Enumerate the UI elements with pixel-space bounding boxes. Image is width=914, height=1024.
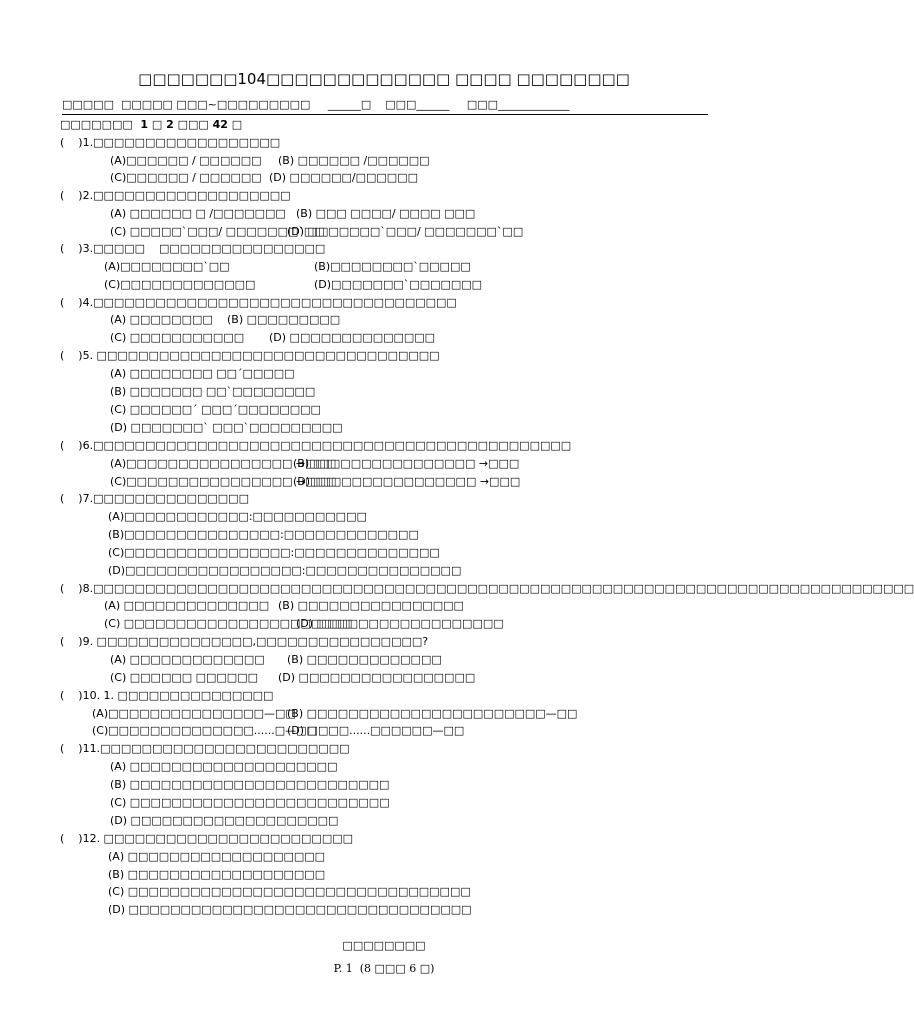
question-option: (C) □□□□□□□□□□□□□□□□□□□□□□□□□□□□□□□□□: [108, 885, 471, 898]
question-stem: ( )2.□□□□□□□□□□□□□□□□□□□: [60, 189, 291, 202]
question-option: (C)□□□□□□ / □□□□□□: [110, 171, 262, 184]
question-option: (D)□□□□□□□`□□□□□□□: [314, 278, 483, 291]
question-option: (A)□□□□□□□□`□□: [104, 260, 230, 273]
question-option: (C) □□□□□□ □□□□□□: [110, 671, 258, 684]
question-option: (A) □□□□□□□□ □□´□□□□□: [110, 367, 295, 380]
question-option: (B) □□□□□□ /□□□□□□: [278, 154, 430, 167]
question-stem: ( )6.□□□□□□□□□□□□□□□□□□□□□□□□□□□□□□□□□□□□□□□□□□□□□□: [60, 439, 572, 452]
question-option: (D)□□□□□□□□□□□□□□□□ →□□□: [293, 475, 521, 488]
question-option: (D) □□□□......□□□□□□—□□: [287, 724, 465, 737]
page-number: P. 1 (8 □□□ 6 □): [333, 962, 435, 975]
question-option: (B) □□□□□□□□□□□□□□□□□□□□□□□□□: [110, 778, 390, 791]
question-option: (A) □□□□□□ □ /□□□□□□□: [110, 207, 286, 220]
footer-note: □□□□□□□□: [342, 939, 426, 952]
question-option: (A) □□□□□□□□□□□□□: [110, 653, 265, 666]
question-option: (B)□□□□□□□□□□□□□□□:□□□□□□□□□□□□□: [108, 528, 419, 541]
question-option: (A)□□□□□□ / □□□□□□: [110, 154, 262, 167]
question-stem: ( )11.□□□□□□□□□□□□□□□□□□□□□□□□: [60, 742, 350, 755]
question-stem: ( )1.□□□□□□□□□□□□□□□□□□: [60, 136, 281, 149]
question-option: (D) □□□□□□□□□□□□□□□□□: [278, 671, 476, 684]
question-option: (B) □□□□□□□□□: [227, 313, 341, 326]
question-stem: ( )9. □□□□□□□□□□□□□□□,□□□□□□□□□□□□□□□□?: [60, 635, 429, 648]
question-option: (C) □□□□□□´ □□□´□□□□□□□□: [110, 403, 321, 416]
question-stem: ( )8.□□□□□□□□□□□□□□□□□□□□□□□□□□□□□□□□□□□□□□□□□□□□□□□□□□□□□□□□□□□□□□□□□□□□□□□□□□□□□□□: [60, 582, 914, 595]
question-option: (A) □□□□□□□□□□□□□□□□□□□□: [110, 760, 338, 773]
question-option: (C) □□□□□`□□□/ □□□□□□□`□□: [110, 225, 325, 238]
question-option: (B) □□□□□□□□□□□□□□□□: [278, 599, 464, 612]
question-option: (B) □□□ □□□□/ □□□□ □□□: [296, 207, 476, 220]
question-option: (A)□□□□□□□□□□□□□□□—□□: [92, 707, 296, 720]
question-option: (C) □□□□□□□□□□□□□□□□□□□□□□□□□: [110, 796, 390, 809]
question-option: (A)□□□□□□□□□□□□□□□□ →□□□: [110, 457, 337, 470]
question-option: (C)□□□□□□□□□□□□□: [104, 278, 256, 291]
question-stem: ( )7.□□□□□□□□□□□□□□□: [60, 492, 249, 505]
question-option: (D) □□□□□□□□□□□□□□□□□□□□: [110, 814, 339, 827]
question-option: (B)□□□□□□□□□□□□□□□□ →□□□: [293, 457, 520, 470]
question-option: (C) □□□□□□□□□□□□□□□□□□□□□□: [104, 617, 353, 630]
section-heading: □□□□□□□ 1 □ 2 □□□ 42 □: [60, 118, 243, 131]
question-option: (C) □□□□□□□□□□□: [110, 331, 245, 344]
question-option: (A) □□□□□□□□□□□□□□□□□□□: [108, 850, 326, 863]
question-option: (A)□□□□□□□□□□□□:□□□□□□□□□□□: [108, 510, 367, 523]
question-option: (D)□□□□□□□□□□□□□□□□□:□□□□□□□□□□□□□□□: [108, 564, 462, 577]
question-stem: ( )3.□□□□□ □□□□□□□□□□□□□□□□: [60, 242, 326, 255]
question-option: (B) □□□□□□□ □□`□□□□□□□□: [110, 385, 316, 398]
question-stem: ( )4.□□□□□□□□□□□□□□□□□□□□□□□□□□□□□□□□□□□: [60, 296, 457, 309]
exam-header-line: □□□□□ □□□□□ □□□~□□□□□□□□□ ______□ □□□______ □□□_____________: [62, 98, 708, 115]
question-option: (C)□□□□□□□□□□□□□□......□—□□: [92, 724, 317, 737]
question-option: (D) □□□□□□□□□□□□□□□□□□: [296, 617, 504, 630]
question-option: (A) □□□□□□□□: [110, 313, 213, 326]
question-stem: ( )12. □□□□□□□□□□□□□□□□□□□□□□□□: [60, 832, 353, 845]
question-stem: ( )10. 1. □□□□□□□□□□□□□□□: [60, 689, 274, 702]
question-option: (C)□□□□□□□□□□□□□□□□ →□□□: [110, 475, 337, 488]
question-option: (D) □□□□□□□□□□□□□□: [269, 331, 436, 344]
question-option: (B)□□□□□□□□`□□□□□: [314, 260, 471, 273]
question-option: (D) □□□□□□□` □□□`□□□□□□□□□: [110, 421, 343, 434]
question-option: (B) □□□□□□□□□□□□□□□□□□□□□□□—□□: [287, 707, 578, 720]
question-stem: ( )5. □□□□□□□□□□□□□□□□□□□□□□□□□□□□□□□□□: [60, 349, 440, 362]
question-option: (D) □□□□□□/□□□□□□: [269, 171, 418, 184]
question-option: (A) □□□□□□□□□□□□□□: [104, 599, 270, 612]
exam-title: □□□□□□□104□□□□□□□□□□□□□ □□□□ □□□□□□□□: [138, 70, 630, 88]
question-option: (B) □□□□□□□□□□□□□□□□□□□: [108, 868, 326, 881]
question-option: (D) □□□□□□□□□□□□□□□□□□□□□□□□□□□□□□□□□: [108, 903, 472, 916]
question-option: (D) □□□□□□□`□□□/ □□□□□□□`□□: [287, 225, 524, 238]
question-option: (B) □□□□□□□□□□□□□: [287, 653, 442, 666]
question-option: (C)□□□□□□□□□□□□□□□□:□□□□□□□□□□□□□□: [108, 546, 440, 559]
